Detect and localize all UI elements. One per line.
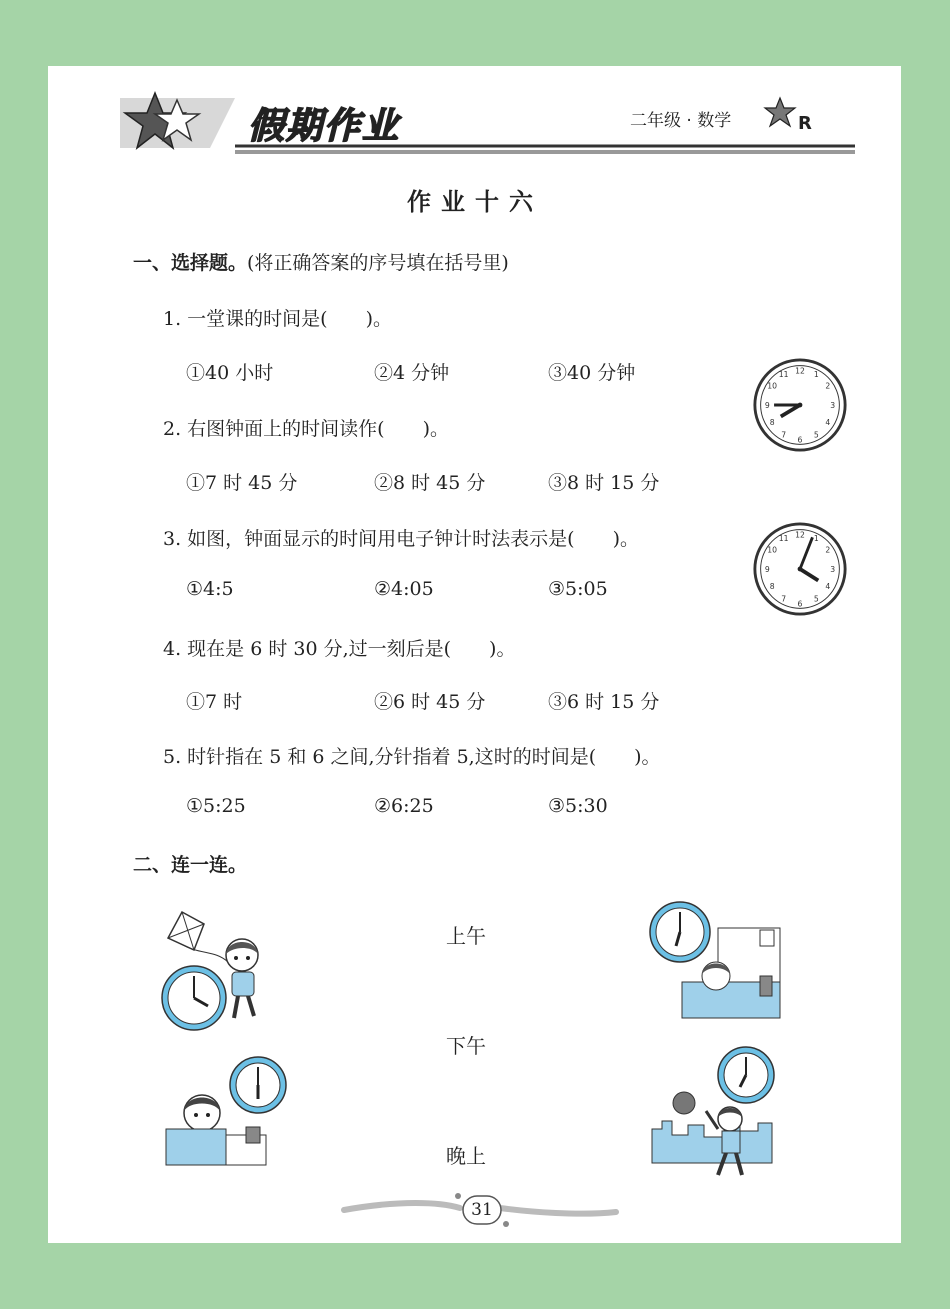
kite-boy-picture [160, 910, 280, 1035]
q3-option-1: ①4:5 [186, 578, 234, 600]
q1-option-3: ③40 分钟 [548, 362, 636, 384]
clock-icon-q3 [752, 521, 848, 617]
section-1-title: 一、选择题。 [133, 252, 248, 274]
q3-option-2: ②4:05 [374, 578, 434, 600]
svg-text:4: 4 [825, 418, 831, 428]
word-morning: 上午 [446, 924, 486, 948]
q4-option-3: ③6 时 15 分 [548, 691, 660, 713]
svg-text:3: 3 [830, 564, 836, 574]
q4-option-2: ②6 时 45 分 [374, 691, 486, 713]
question-4: 4. 现在是 6 时 30 分,过一刻后是( )。 [163, 638, 516, 660]
clock-icon-q2 [752, 357, 848, 453]
word-evening: 晚上 [446, 1144, 486, 1168]
q5-option-1: ①5:25 [186, 795, 246, 817]
svg-text:4: 4 [825, 582, 831, 592]
svg-text:10: 10 [767, 545, 778, 555]
q2-option-1: ①7 时 45 分 [186, 472, 298, 494]
section-1-note: (将正确答案的序号填在括号里) [247, 252, 509, 274]
svg-text:5: 5 [813, 594, 819, 604]
q2-option-2: ②8 时 45 分 [374, 472, 486, 494]
svg-text:11: 11 [778, 370, 789, 380]
sun-icon [673, 1092, 695, 1114]
edition-mark: R [798, 113, 812, 134]
svg-text:2: 2 [825, 545, 831, 555]
page-title: 作业十六 [407, 187, 543, 216]
svg-text:12: 12 [795, 366, 805, 376]
header-title: 假期作业 [248, 106, 401, 147]
q1-option-1: ①40 小时 [186, 362, 274, 384]
q5-option-3: ③5:30 [548, 795, 608, 817]
svg-text:7: 7 [781, 430, 787, 440]
svg-text:1: 1 [813, 370, 819, 380]
question-1: 1. 一堂课的时间是( )。 [163, 308, 392, 330]
star-icon [765, 98, 795, 126]
svg-text:9: 9 [764, 400, 770, 410]
question-2: 2. 右图钟面上的时间读作( )。 [163, 418, 449, 440]
svg-text:10: 10 [767, 381, 778, 391]
svg-text:1: 1 [813, 534, 819, 544]
svg-text:8: 8 [769, 418, 775, 428]
waking-boy-picture [160, 1055, 290, 1170]
sleeping-boy-picture [648, 900, 783, 1020]
q5-option-2: ②6:25 [374, 795, 434, 817]
q2-option-3: ③8 时 15 分 [548, 472, 660, 494]
svg-text:3: 3 [830, 400, 836, 410]
word-afternoon: 下午 [446, 1034, 486, 1058]
svg-text:12: 12 [795, 530, 805, 540]
page-number: 31 [471, 1200, 493, 1220]
question-5: 5. 时针指在 5 和 6 之间,分针指着 5,这时的时间是( )。 [163, 746, 661, 768]
svg-text:7: 7 [781, 594, 787, 604]
q3-option-3: ③5:05 [548, 578, 608, 600]
q1-option-2: ②4 分钟 [374, 362, 450, 384]
svg-text:5: 5 [813, 430, 819, 440]
svg-text:2: 2 [825, 381, 831, 391]
svg-text:11: 11 [778, 534, 789, 544]
section-2-heading: 二、连一连。 [133, 854, 248, 876]
exercise-boy-picture [648, 1045, 778, 1185]
header-banner [115, 88, 860, 168]
section-1-heading [133, 248, 509, 275]
svg-text:9: 9 [764, 564, 770, 574]
svg-text:6: 6 [797, 435, 803, 445]
svg-text:6: 6 [797, 599, 803, 609]
question-3: 3. 如图，钟面显示的时间用电子钟计时法表示是( )。 [163, 528, 639, 550]
header-subtitle: 二年级 · 数学 [630, 111, 732, 131]
q4-option-1: ①7 时 [186, 691, 243, 713]
svg-text:8: 8 [769, 582, 775, 592]
